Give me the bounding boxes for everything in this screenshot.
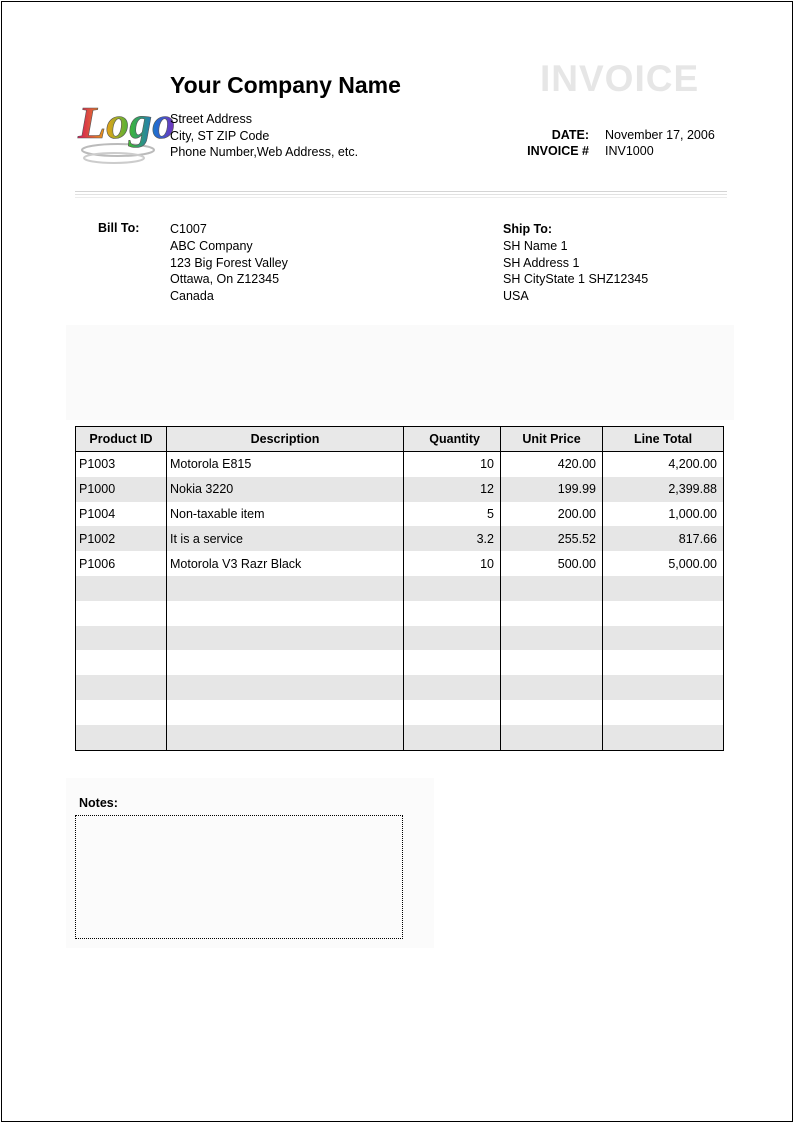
cell-description (167, 725, 404, 750)
svg-text:Logo: Logo (78, 97, 176, 148)
cell-description: Motorola V3 Razr Black (167, 551, 404, 576)
company-street: Street Address (170, 112, 252, 126)
cell-description: It is a service (167, 526, 404, 551)
bill-to-label: Bill To: (98, 221, 140, 235)
cell-product-id (76, 576, 167, 601)
table-row (76, 700, 724, 725)
bill-to-line: 123 Big Forest Valley (170, 255, 288, 270)
cell-product-id (76, 626, 167, 651)
cell-product-id (76, 725, 167, 750)
cell-description (167, 675, 404, 700)
cell-quantity: 12 (404, 477, 501, 502)
cell-description (167, 700, 404, 725)
ship-to-line: SH Address 1 (503, 255, 580, 270)
cell-line-total: 1,000.00 (603, 502, 724, 527)
cell-line-total: 4,200.00 (603, 452, 724, 477)
cell-line-total: 5,000.00 (603, 551, 724, 576)
invoice-title: INVOICE (540, 58, 700, 99)
cell-unit-price: 420.00 (501, 452, 603, 477)
cell-description (167, 576, 404, 601)
company-name: Your Company Name (170, 72, 401, 98)
table-row (76, 650, 724, 675)
logo-graphic (74, 80, 176, 170)
cell-unit-price (501, 626, 603, 651)
cell-quantity (404, 601, 501, 626)
invoice-number-label: INVOICE # (527, 144, 589, 158)
cell-line-total (603, 725, 724, 750)
table-row (76, 452, 724, 477)
cell-quantity: 5 (404, 502, 501, 527)
company-contact: Phone Number,Web Address, etc. (170, 145, 359, 159)
cell-unit-price (501, 576, 603, 601)
cell-quantity: 3.2 (404, 526, 501, 551)
cell-description: Non-taxable item (167, 502, 404, 527)
date-value: November 17, 2006 (605, 128, 715, 142)
cell-quantity (404, 576, 501, 601)
bill-to-address (170, 221, 288, 305)
cell-unit-price (501, 725, 603, 750)
company-logo (74, 80, 176, 170)
cell-unit-price (501, 700, 603, 725)
bill-to-line: Canada (170, 289, 214, 304)
table-row (76, 502, 724, 527)
cell-quantity (404, 626, 501, 651)
cell-product-id (76, 650, 167, 675)
column-header-unit-price: Unit Price (501, 427, 603, 452)
cell-description: Motorola E815 (167, 452, 404, 477)
cell-line-total: 2,399.88 (603, 477, 724, 502)
date-label: DATE: (551, 128, 589, 142)
bill-to-line: ABC Company (170, 238, 253, 253)
bill-to-line: Ottawa, On Z12345 (170, 272, 280, 287)
cell-quantity (404, 700, 501, 725)
cell-description (167, 650, 404, 675)
table-header-row (76, 427, 724, 452)
notes-box[interactable] (75, 815, 403, 939)
cell-quantity (404, 675, 501, 700)
cell-product-id (76, 675, 167, 700)
notes-label: Notes: (79, 796, 118, 810)
cell-unit-price (501, 601, 603, 626)
ship-to-line: USA (503, 289, 529, 304)
table-row (76, 526, 724, 551)
cell-product-id: P1002 (76, 526, 167, 551)
company-address (170, 111, 358, 161)
cell-product-id (76, 601, 167, 626)
ship-to-line: SH Name 1 (503, 238, 568, 253)
header-divider (75, 191, 727, 192)
cell-product-id: P1004 (76, 502, 167, 527)
table-row (76, 477, 724, 502)
column-header-line-total: Line Total (603, 427, 724, 452)
table-row (76, 725, 724, 750)
cell-unit-price (501, 650, 603, 675)
cell-line-total (603, 601, 724, 626)
header-divider (75, 194, 727, 195)
cell-description (167, 601, 404, 626)
column-header-description: Description (167, 427, 404, 452)
column-header-quantity: Quantity (404, 427, 501, 452)
cell-product-id: P1006 (76, 551, 167, 576)
header-divider (75, 197, 727, 198)
cell-line-total (603, 675, 724, 700)
line-items-table (75, 426, 724, 751)
cell-product-id: P1000 (76, 477, 167, 502)
cell-product-id: P1003 (76, 452, 167, 477)
bill-to-line: C1007 (170, 222, 207, 236)
cell-unit-price: 199.99 (501, 477, 603, 502)
column-header-product-id: Product ID (76, 427, 167, 452)
ship-to-line: SH CityState 1 SHZ12345 (503, 272, 649, 287)
cell-unit-price: 255.52 (501, 526, 603, 551)
cell-description: Nokia 3220 (167, 477, 404, 502)
cell-line-total: 817.66 (603, 526, 724, 551)
table-row (76, 601, 724, 626)
cell-unit-price (501, 675, 603, 700)
table-row (76, 675, 724, 700)
cell-line-total (603, 626, 724, 651)
cell-quantity: 10 (404, 551, 501, 576)
table-row (76, 576, 724, 601)
spacer-band (66, 325, 734, 420)
cell-line-total (603, 700, 724, 725)
cell-product-id (76, 700, 167, 725)
notes-text (76, 816, 402, 824)
cell-quantity: 10 (404, 452, 501, 477)
cell-line-total (603, 650, 724, 675)
table-row (76, 626, 724, 651)
cell-description (167, 626, 404, 651)
cell-unit-price: 500.00 (501, 551, 603, 576)
ship-to-block (503, 221, 648, 305)
company-city: City, ST ZIP Code (170, 128, 270, 143)
cell-line-total (603, 576, 724, 601)
table-row (76, 551, 724, 576)
ship-to-label: Ship To: (503, 222, 553, 236)
invoice-number-value: INV1000 (605, 144, 654, 158)
cell-quantity (404, 650, 501, 675)
cell-quantity (404, 725, 501, 750)
cell-unit-price: 200.00 (501, 502, 603, 527)
